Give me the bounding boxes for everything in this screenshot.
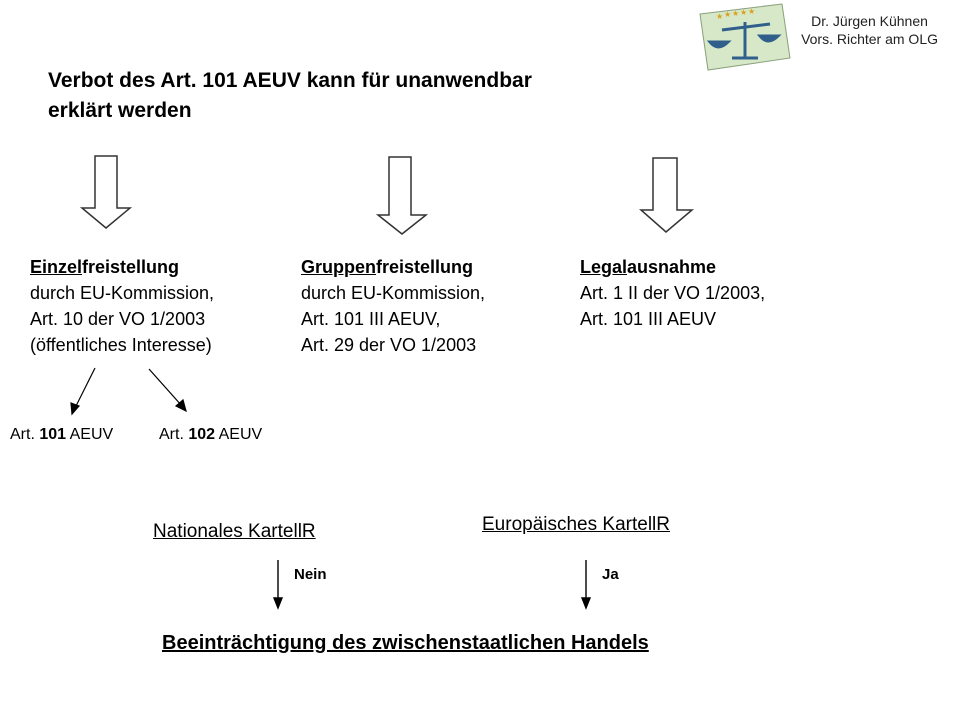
diagonal-arrow-left-head	[71, 403, 79, 414]
svg-text:★: ★	[716, 12, 724, 21]
hollow-down-arrow-1	[82, 156, 130, 228]
title-line-2: erklärt werden	[48, 99, 192, 122]
column-line: durch EU-Kommission,	[30, 283, 215, 303]
page-title	[48, 66, 648, 126]
svg-text:★: ★	[724, 10, 732, 19]
author-block	[801, 12, 938, 48]
hollow-down-arrow-3	[641, 158, 692, 232]
no-label: Nein	[294, 566, 327, 583]
svg-text:★: ★	[740, 8, 748, 17]
column-line: Art. 101 III AEUV,	[301, 309, 441, 329]
sub-article-102: Art. 102 AEUV	[159, 426, 263, 443]
svg-text:★: ★	[732, 9, 740, 18]
title-line-1: Verbot des Art. 101 AEUV kann für unanwendbar	[48, 69, 532, 92]
sub-article-101: Art. 101 AEUV	[10, 426, 114, 443]
column-einzelfreistellung	[30, 254, 214, 358]
conclusion-heading: Beeinträchtigung des zwischenstaatlichen Handels	[162, 632, 649, 654]
column-line: Art. 10 der VO 1/2003	[30, 309, 206, 329]
column-line: (öffentliches Interesse)	[30, 335, 212, 355]
yes-label: Ja	[602, 566, 619, 583]
column-heading: Gruppenfreistellung	[301, 257, 474, 277]
down-arrow-ja	[582, 598, 590, 608]
column-line: Art. 29 der VO 1/2003	[301, 335, 477, 355]
author-position: Vors. Richter am OLG	[801, 31, 938, 47]
column-legalausnahme	[580, 254, 765, 332]
european-cartel-law: Europäisches KartellR	[482, 514, 670, 535]
column-line: durch EU-Kommission,	[301, 283, 486, 303]
column-heading: Legalausnahme	[580, 257, 717, 277]
scales-of-justice-logo	[700, 4, 790, 70]
column-gruppenfreistellung	[301, 254, 485, 358]
svg-text:★: ★	[748, 7, 756, 16]
column-line: Art. 1 II der VO 1/2003,	[580, 283, 766, 303]
hollow-down-arrow-2	[378, 157, 426, 234]
column-line: Art. 101 III AEUV	[580, 309, 717, 329]
national-cartel-law: Nationales KartellR	[153, 521, 316, 542]
column-heading: Einzelfreistellung	[30, 257, 180, 277]
author-name: Dr. Jürgen Kühnen	[811, 13, 928, 29]
down-arrow-nein	[274, 598, 282, 608]
